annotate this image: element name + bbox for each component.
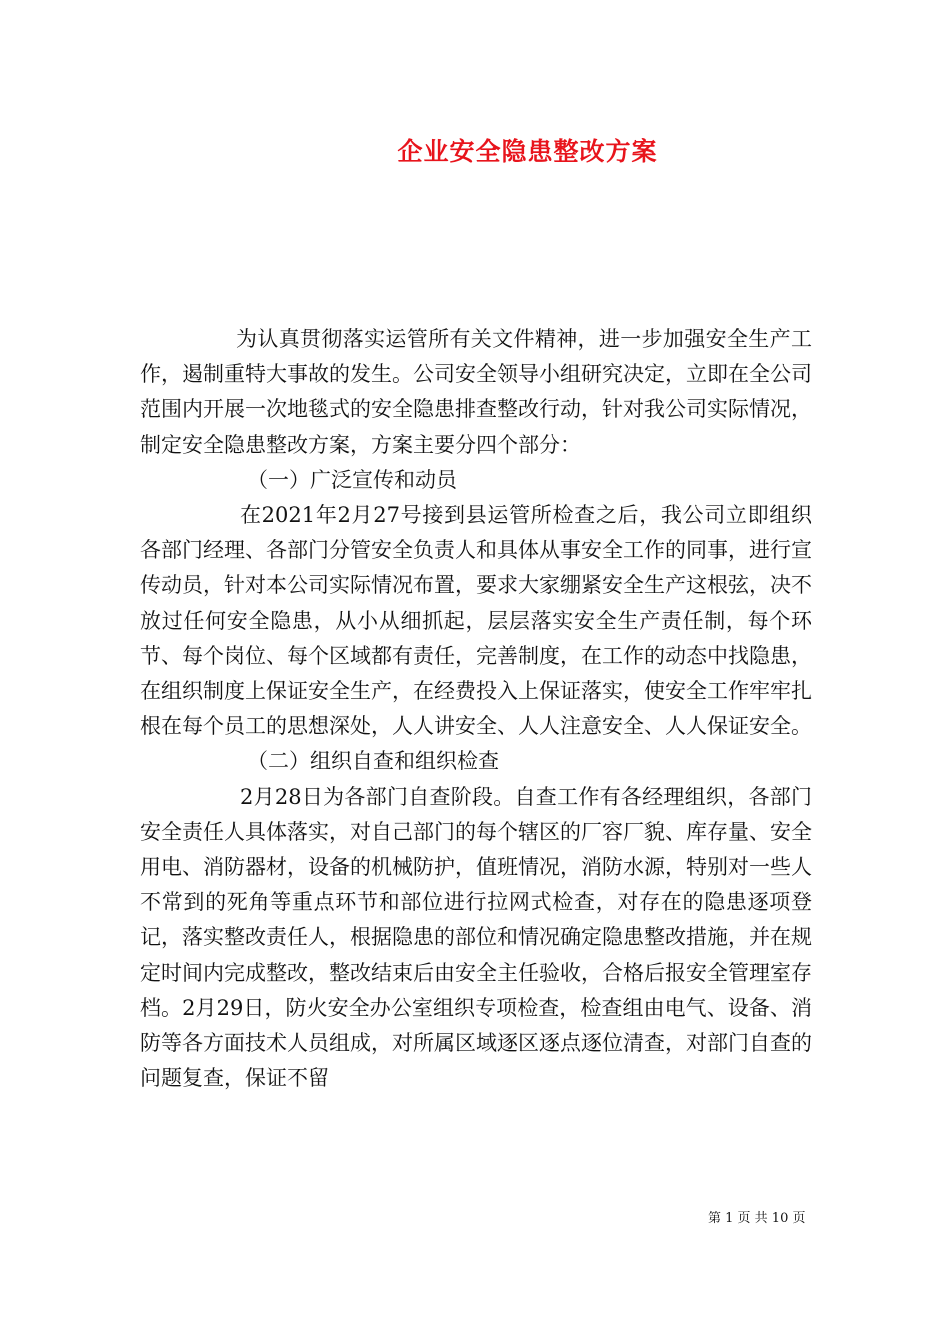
paragraph-intro: 为认真贯彻落实运管所有关文件精神，进一步加强安全生产工作，遏制重特大事故的发生。公司安全领导小组研究决定，立即在全公司范围内开展一次地毯式的安全隐患排查整改行动，针对我公司实际情况，制定安全隐患整改方案，方案主要分四个部分： xyxy=(140,327,812,457)
page-number-footer: 第 1 页 共 10 页 xyxy=(708,1211,806,1226)
section-heading-1: （一）广泛宣传和动员 xyxy=(247,467,457,492)
paragraph-section-1: 在2021年2月27号接到县运管所检查之后，我公司立即组织各部门经理、各部门分管安全负责人和具体从事安全工作的同事，进行宣传动员，针对本公司实际情况布置，要求大家绷紧安全生产这根弦，决不放过任何安全隐患，从小从细抓起，层层落实安全生产责任制，每个环节、每个岗位、每个区域都有责任，完善制度，在工作的动态中找隐患，在组织制度上保证安全生产，在经费投入上保证落实，使安全工作牢牢扎根在每个员工的思想深处，人人讲安全、人人注意安全、人人保证安全。 xyxy=(140,503,812,739)
section-heading-2: （二）组织自查和组织检查 xyxy=(247,749,499,774)
paragraph-section-2: 2月28日为各部门自查阶段。自查工作有各经理组织，各部门安全责任人具体落实，对自己部门的每个辖区的厂容厂貌、库存量、安全用电、消防器材，设备的机械防护，值班情况，消防水源，特别对一些人不常到的死角等重点环节和部位进行拉网式检查，对存在的隐患逐项登记，落实整改责任人，根据隐患的部位和情况确定隐患整改措施，并在规定时间内完成整改，整改结束后由安全主任验收，合格后报安全管理室存档。2月29日，防火安全办公室组织专项检查，检查组由电气、设备、消防等各方面技术人员组成，对所属区域逐区逐点逐位清查，对部门自查的问题复查，保证不留 xyxy=(140,784,812,1091)
document-body xyxy=(140,322,812,1096)
document-title: 企业安全隐患整改方案 xyxy=(397,137,658,166)
